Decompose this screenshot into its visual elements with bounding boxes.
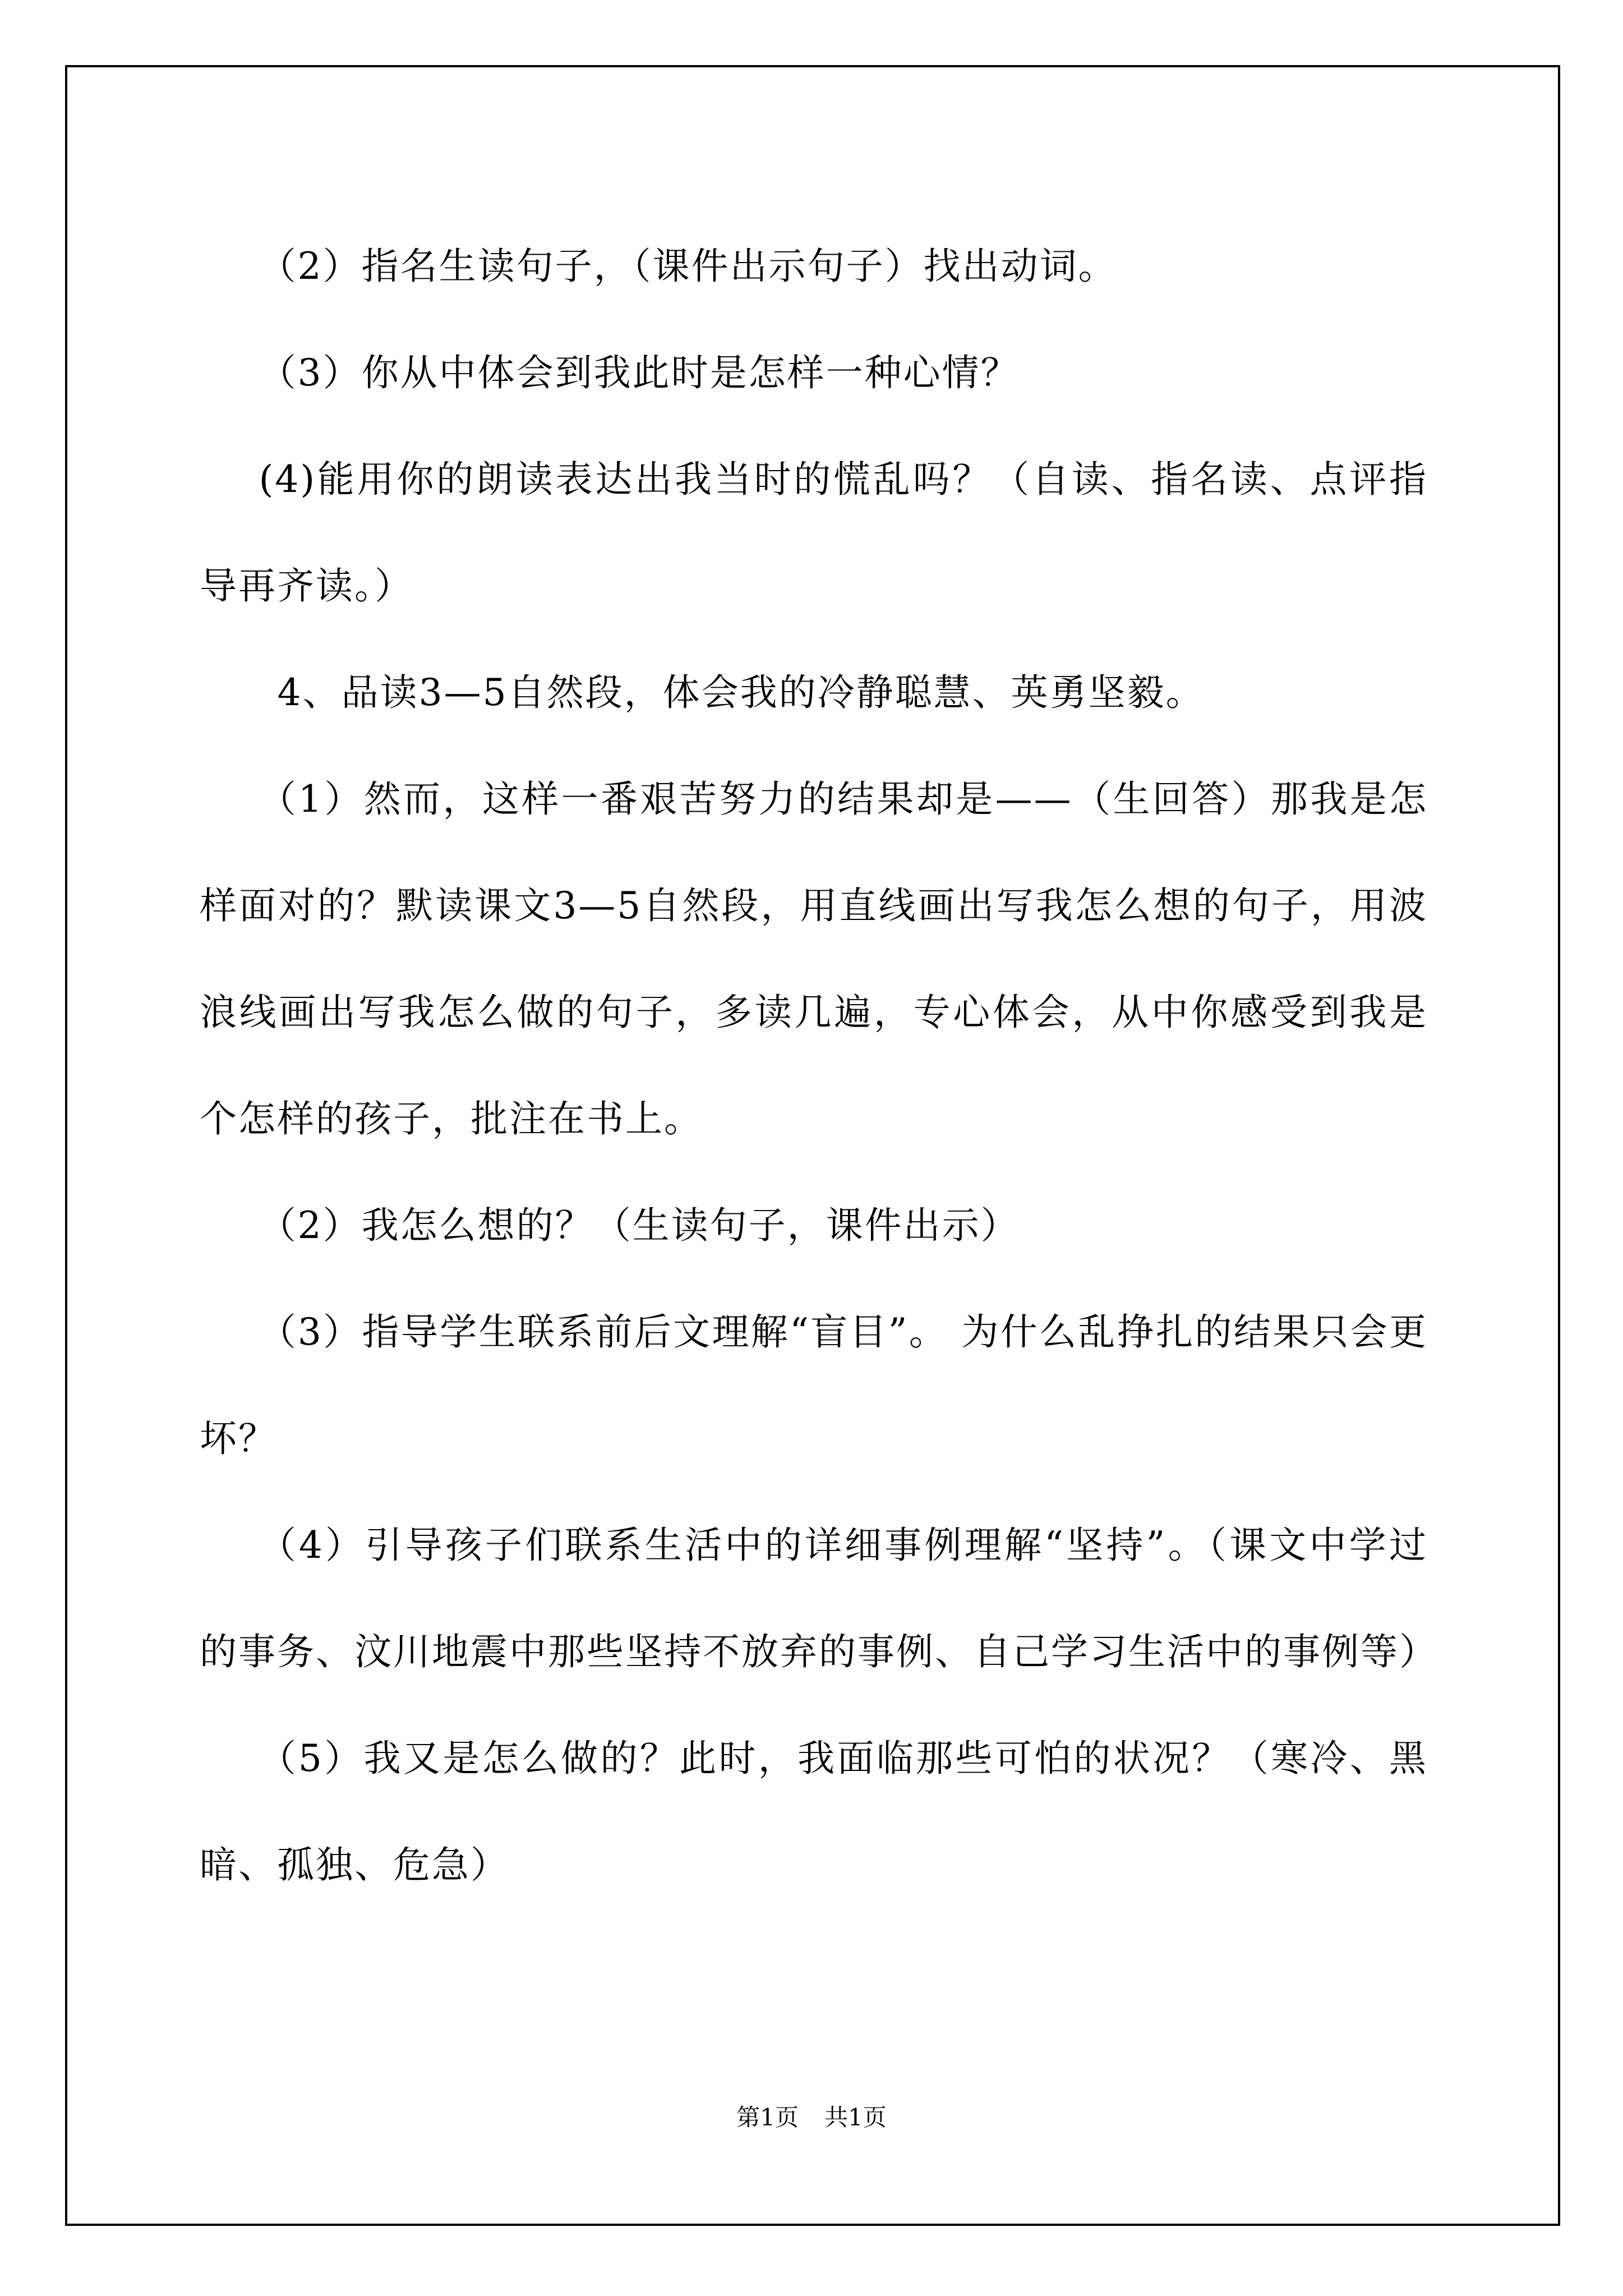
- paragraph-7: （3）指导学生联系前后文理解“盲目”。 为什么乱挣扎的结果只会更坏？: [200, 1310, 1428, 1460]
- paragraph-8: （4）引导孩子们联系生活中的详细事例理解“坚持”。（课文中学过的事务、汶川地震中那些坚持不放弃的事例、自己学习生活中的事例等）: [200, 1524, 1438, 1673]
- paragraph-3: (4)能用你的朗读表达出我当时的慌乱吗？（自读、指名读、点评指导再齐读。）: [200, 458, 1428, 608]
- paragraph-5: （1）然而，这样一番艰苦努力的结果却是——（生回答）那我是怎样面对的？默读课文3—5自然段，用直线画出写我怎么想的句子，用波浪线画出写我怎么做的句子，多读几遍，专心体会，从中你感受到我是个怎样的孩子，批注在书上。: [200, 777, 1428, 1140]
- page-number-current: 第1页: [736, 2104, 799, 2131]
- paragraph-1: （2）指名生读句子，（课件出示句子）找出动词。: [259, 245, 1117, 288]
- document-body: [200, 213, 1438, 1918]
- paragraph-9: （5）我又是怎么做的？此时，我面临那些可怕的状况？（寒冷、黑暗、孤独、危急）: [200, 1737, 1428, 1887]
- page-number-total: 共1页: [824, 2104, 887, 2131]
- paragraph-6: （2）我怎么想的？（生读句子，课件出示）: [259, 1204, 1020, 1247]
- page-footer: [0, 2104, 1623, 2132]
- paragraph-2: （3）你从中体会到我此时是怎样一种心情？: [259, 351, 1020, 394]
- paragraph-4: 4、品读3—5自然段，体会我的冷静聪慧、英勇坚毅。: [277, 671, 1205, 714]
